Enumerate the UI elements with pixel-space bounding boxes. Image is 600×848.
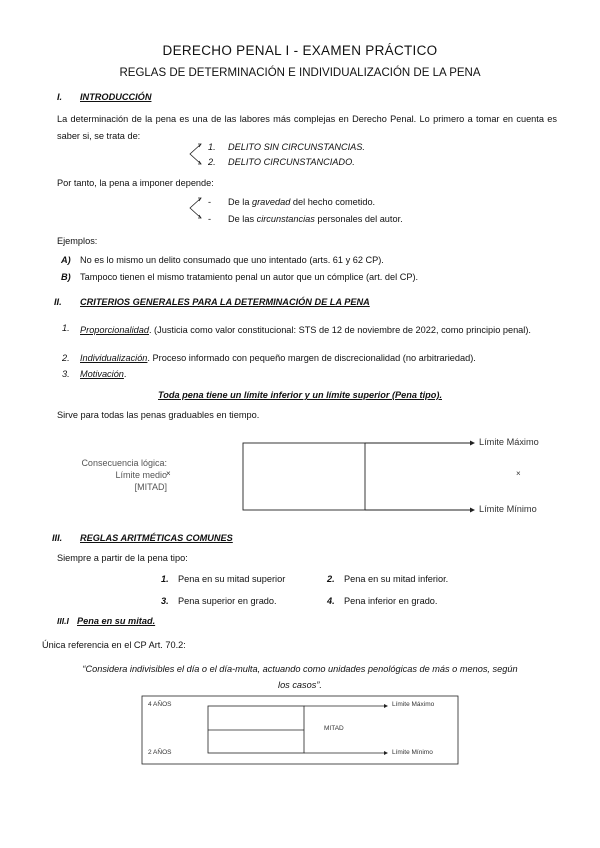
rules-intro: Siempre a partir de la pena tipo: bbox=[57, 553, 188, 563]
example-letter: B) bbox=[61, 272, 71, 282]
rule-text: Pena en su mitad superior bbox=[178, 574, 286, 584]
bullet: - bbox=[208, 197, 212, 207]
examples-label: Ejemplos: bbox=[57, 236, 98, 246]
section-1-heading: INTRODUCCIÓN bbox=[80, 92, 152, 102]
dependency-pre: De la bbox=[228, 197, 253, 207]
serves-paragraph: Sirve para todas las penas graduables en tiempo. bbox=[57, 410, 260, 420]
rule-number: 4. bbox=[327, 596, 335, 606]
example-letter: A) bbox=[61, 255, 71, 265]
depends-paragraph: Por tanto, la pena a imponer depende: bbox=[57, 178, 214, 188]
diagram-2-min-label: Límite Mínimo bbox=[392, 749, 433, 756]
section-2-number: II. bbox=[54, 297, 62, 307]
page-subtitle: REGLAS DE DETERMINACIÓN E INDIVIDUALIZACIÓN DE LA PENA bbox=[119, 67, 481, 79]
dependency-emphasis: circunstancias bbox=[256, 214, 315, 224]
left-label-line: Consecuencia lógica: bbox=[81, 458, 167, 468]
dependency-pre: De las bbox=[228, 214, 257, 224]
left-label-line: [MITAD] bbox=[134, 482, 167, 492]
dependency-emphasis: gravedad bbox=[252, 197, 291, 207]
bullet: - bbox=[208, 214, 212, 224]
right-mark: × bbox=[516, 469, 521, 478]
criterion-rest: . bbox=[123, 369, 127, 379]
rule-text: Pena inferior en grado. bbox=[344, 596, 438, 606]
intro-paragraph: La determinación de la pena es una de las labores más complejas en Derecho Penal. Lo primero a tomar en cuenta es saber si, se trata de: bbox=[57, 114, 557, 141]
subsection-number: III.I bbox=[57, 616, 69, 626]
bottom-year-label: 2 AÑOS bbox=[148, 749, 172, 756]
section-3-heading: REGLAS ARITMÉTICAS COMUNES bbox=[80, 533, 233, 543]
dependency-post: personales del autor. bbox=[314, 214, 403, 224]
criterion-term: Proporcionalidad bbox=[80, 325, 149, 335]
diagram-2-max-arrow-icon bbox=[384, 704, 388, 708]
list-item: DELITO SIN CIRCUNSTANCIAS. bbox=[228, 142, 365, 152]
mid-label: MITAD bbox=[324, 725, 344, 732]
example-text: No es lo mismo un delito consumado que uno intentado (arts. 61 y 62 CP). bbox=[80, 255, 384, 265]
quote-text: “Considera indivisibles el día o el día-multa, actuando como unidades penológicas de más o menos, según los casos”. bbox=[82, 664, 518, 690]
rule-number: 3. bbox=[161, 596, 169, 606]
highlight-text: Toda pena tiene un límite inferior y un límite superior (Pena tipo). bbox=[158, 390, 442, 400]
criterion-number: 3. bbox=[62, 369, 70, 379]
diagram-2-min-arrow-icon bbox=[384, 751, 388, 755]
criterion-term: Motivación bbox=[80, 369, 124, 379]
example-text: Tampoco tienen el mismo tratamiento penal un autor que un cómplice (art. del CP). bbox=[80, 272, 419, 282]
criterion-rest: . Proceso informado con pequeño margen de discrecionalidad (no arbitrariedad). bbox=[147, 353, 476, 363]
page-title: DERECHO PENAL I - EXAMEN PRÁCTICO bbox=[162, 43, 438, 58]
left-label-line: Límite medio bbox=[115, 470, 167, 480]
diagram-2-max-label: Límite Máximo bbox=[392, 701, 435, 708]
section-1-number: I. bbox=[57, 92, 63, 102]
rule-text: Pena superior en grado. bbox=[178, 596, 277, 606]
top-year-label: 4 AÑOS bbox=[148, 701, 172, 708]
list-item: DELITO CIRCUNSTANCIADO. bbox=[228, 157, 355, 167]
list-item-number: 1. bbox=[208, 142, 216, 152]
criterion-rest: . (Justicia como valor constitucional: STS de 12 de noviembre de 2022, como principio penal). bbox=[148, 325, 531, 335]
subsection-heading: Pena en su mitad. bbox=[77, 616, 156, 626]
criterion-number: 1. bbox=[62, 323, 70, 333]
rule-number: 1. bbox=[161, 574, 169, 584]
criterion-number: 2. bbox=[62, 353, 70, 363]
rule-text: Pena en su mitad inferior. bbox=[344, 574, 449, 584]
criterion-term: Individualización bbox=[80, 353, 148, 363]
reference-text: Única referencia en el CP Art. 70.2: bbox=[42, 640, 186, 650]
diagram-2-box bbox=[208, 706, 304, 753]
max-limit-label: Límite Máximo bbox=[479, 437, 539, 447]
list-item-number: 2. bbox=[208, 157, 216, 167]
left-mark: × bbox=[166, 469, 171, 478]
section-3-number: III. bbox=[52, 533, 63, 543]
section-2-heading: CRITERIOS GENERALES PARA LA DETERMINACIÓN DE LA PENA bbox=[80, 297, 370, 307]
dependency-post: del hecho cometido. bbox=[290, 197, 376, 207]
rule-number: 2. bbox=[327, 574, 335, 584]
min-limit-label: Límite Mínimo bbox=[479, 504, 537, 514]
